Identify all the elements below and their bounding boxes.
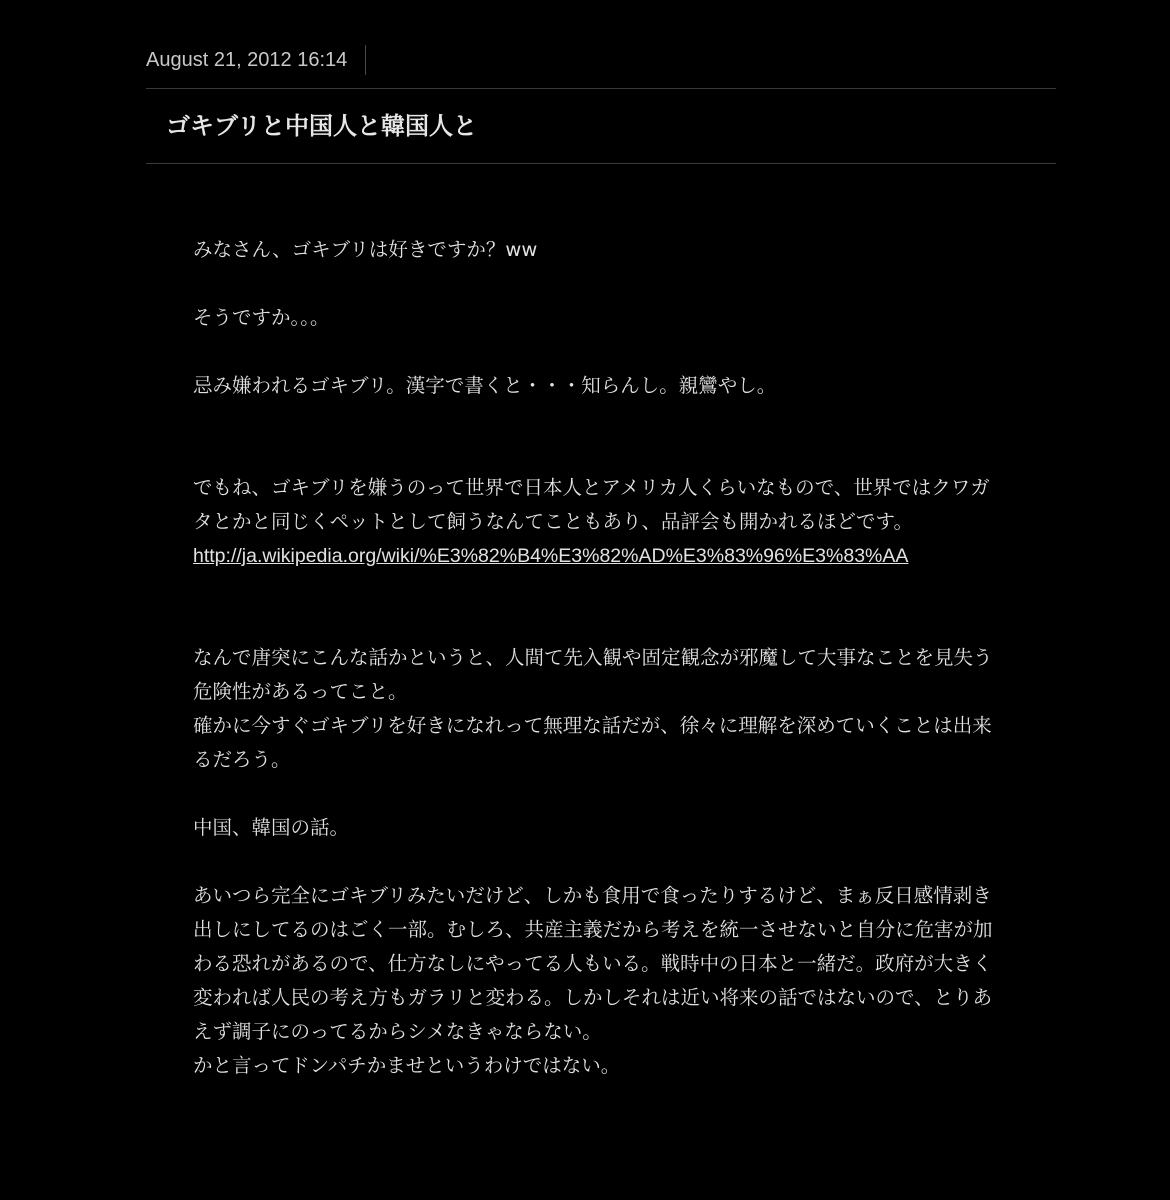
post-date: August 21, 2012 16:14 — [146, 49, 348, 71]
title-top-divider — [146, 88, 1056, 89]
post-meta — [146, 46, 366, 74]
title-bottom-divider — [146, 163, 1056, 164]
paragraph-2: そうですか。。。 — [193, 306, 330, 329]
paragraph-5b: 確かに今すぐゴキブリを好きになれって無理な話だが、徐々に理解を深めていくことは出来るだろう。 — [193, 714, 992, 771]
paragraph-6: 中国、韓国の話。 — [193, 816, 350, 839]
wikipedia-link[interactable]: http://ja.wikipedia.org/wiki/%E3%82%B4%E3%82%AD%E3%83%96%E3%83%AA — [193, 545, 909, 567]
post-title[interactable]: ゴキブリと中国人と韓国人と — [166, 112, 478, 140]
paragraph-4: でもね、ゴキブリを嫌うのって世界で日本人とアメリカ人くらいなもので、世界ではクワガタとかと同じくペットとして飼うなんてこともあり、品評会も開かれるほどです。 — [193, 476, 990, 533]
paragraph-1: みなさん、ゴキブリは好きですか？ww — [193, 238, 538, 261]
meta-divider — [365, 45, 366, 75]
post-body — [193, 233, 1005, 1083]
paragraph-5a: なんで唐突にこんな話かというと、人間て先入観や固定観念が邪魔して大事なことを見失う危険性があるってこと。 — [193, 646, 993, 703]
paragraph-7a: あいつら完全にゴキブリみたいだけど、しかも食用で食ったりするけど、まぁ反日感情剥き出しにしてるのはごく一部。むしろ、共産主義だから考えを統一させないと自分に危害が加わる恐れがあるので、仕方なしにやってる人もいる。戦時中の日本と一緒だ。政府が大きく変われば人民の考え方もガラリと変わる。しかしそれは近い将来の話ではないので、とりあえず調子にのってるからシメなきゃならない。 — [193, 884, 993, 1043]
paragraph-3: 忌み嫌われるゴキブリ。漢字で書くと・・・知らんし。親鸞やし。 — [193, 374, 777, 397]
paragraph-7b: かと言ってドンパチかませというわけではない。 — [193, 1054, 621, 1077]
